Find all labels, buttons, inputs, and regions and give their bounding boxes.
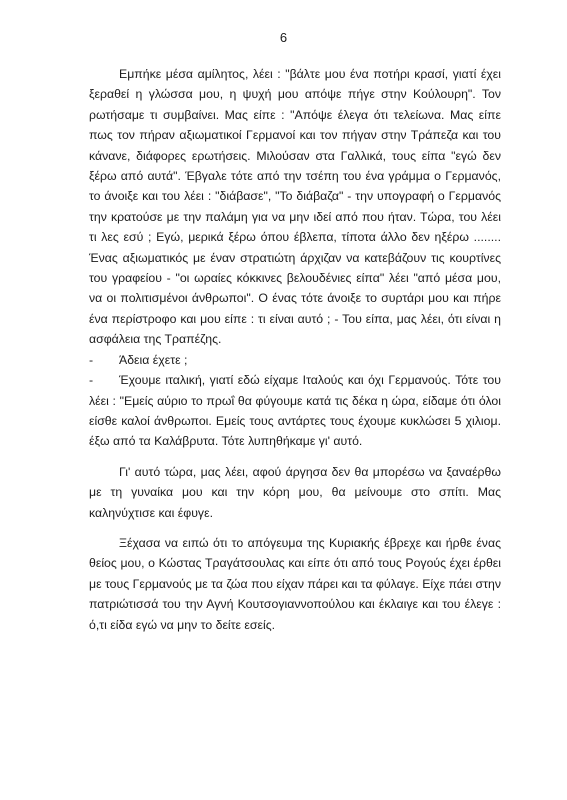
dash-marker: - bbox=[89, 352, 94, 367]
dialogue-text: Άδεια έχετε ; bbox=[119, 352, 188, 367]
dash-marker: - bbox=[89, 373, 94, 388]
page-number: 6 bbox=[279, 30, 288, 45]
body-text bbox=[89, 64, 501, 635]
paragraph: Γι' αυτό τώρα, μας λέει, αφού άργησα δεν θα μπορέσω να ξαναέρθω με τη γυναίκα μου και την κόρη μου, θα μείνουμε στο σπίτι. Μας καληνύχτισε και έφυγε. bbox=[89, 464, 501, 520]
dialogue-line bbox=[89, 350, 501, 370]
dialogue-line bbox=[89, 370, 501, 452]
paragraph: Ξέχασα να ειπώ ότι το απόγευμα της Κυριακής έβρεχε και ήρθε ένας θείος μου, ο Κώστας Τραγάτσουλας και είπε ότι από τους Ρογούς έχει έρθει με τους Γερμανούς με τα ζώα που είχαν πάρει και τα φύλαγε. Είχε πάει στην πατριώτισσά του την Αγνή Κουτσογιαννοπούλου και έκλαιγε και του έλεγε : ό,τι είδα εγώ να μην το δείτε εσείς. bbox=[89, 535, 501, 632]
dialogue-text: Έχουμε ιταλική, γιατί εδώ είχαμε Ιταλούς και όχι Γερμανούς. Τότε του λέει : "Εμείς αύριο το πρωΐ θα φύγουμε κατά τις δέκα η ώρα, είδαμε ότι όλοι είσθε καλοί άνθρωποι. Εμείς τους αντάρτες τους έχουμε κυκλώσει 5 χιλιομ. έξω από τα Καλάβρυτα. Τότε λυπηθήκαμε γι' αυτό. bbox=[89, 373, 501, 449]
paragraph: Εμπήκε μέσα αμίλητος, λέει : "βάλτε μου ένα ποτήρι κρασί, γιατί έχει ξεραθεί η γλώσσα μου, η ψυχή μου απόψε πήγε στην Κούλουρη". Τον ρωτήσαμε τι συμβαίνει. Μας είπε : "Απόψε έλεγα ότι τελείωνα. Μας είπε πως τον πήραν αξιωματικοί Γερμανοί και τον πήγαν στην Τράπεζα και του κάνανε, διάφορες ερωτήσεις. Μιλούσαν στα Γαλλικά, τους είπα "εγώ δεν ξέρω από αυτά". Έβγαλε τότε από την τσέπη του ένα γράμμα ο Γερμανός, το άνοιξε και του λέει : "διάβασε", "Το διάβαζα" - την υπογραφή ο Γερμανός την κρατούσε με την παλάμη για να μην ιδεί από που ήταν. Τώρα, του λέει τι λες εσύ ; Εγώ, μερικά ξέρω όπου έβλεπα, τίποτα άλλο δεν ηξέρω ........ Ένας αξιωματικός με έναν στρατιώτη άρχιζαν να κατεβάζουν τις κουρτίνες του γραφείου - "οι ωραίες κόκκινες βελουδένιες είπα" λέει "από μέσα μου, να οι πολιτισμένοι άνθρωποι". Ο ένας τότε άνοιξε το συρτάρι μου και πήρε ένα περίστροφο και μου είπε : τι είναι αυτό ; - Του είπα, μας λέει, ότι είναι η ασφάλεια της Τραπέζης. bbox=[89, 67, 501, 347]
